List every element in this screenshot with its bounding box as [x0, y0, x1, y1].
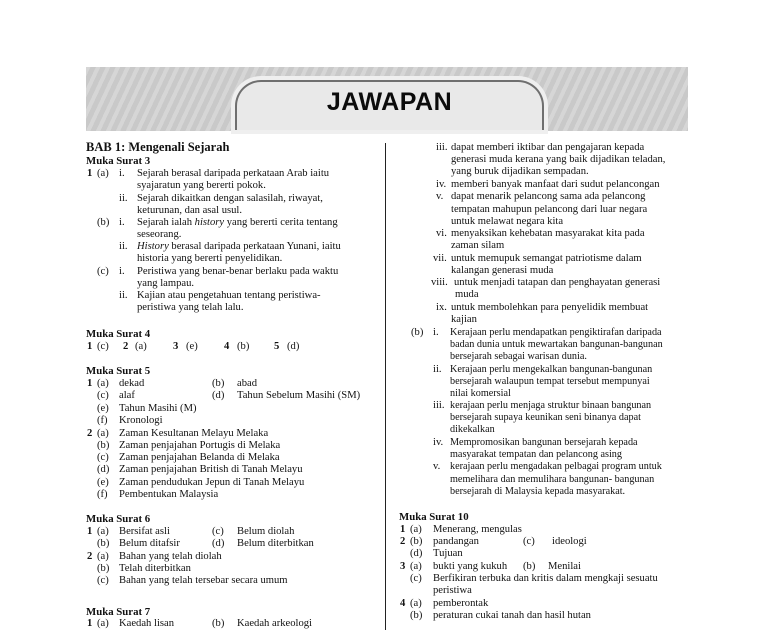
answer-text: bersejarah di Malaysia kepada masyarakat.	[450, 486, 626, 497]
answer-text: untuk memupuk semangat patriotisme dalam	[451, 253, 642, 264]
part-label: (c)	[97, 390, 109, 401]
question-number: 1	[87, 341, 93, 352]
item-numeral: ii.	[433, 364, 442, 375]
answer-text: keturunan, dan asal usul.	[137, 205, 243, 216]
part-label: (a)	[97, 428, 109, 439]
answer-text: Kajian atau pengetahuan tentang peristiwa-	[137, 290, 321, 301]
answer-text: Sejarah ialah history yang bererti cerita tentang	[137, 217, 338, 228]
item-numeral: i.	[119, 217, 125, 228]
question-number: 1	[87, 168, 93, 179]
answer-text: pemberontak	[433, 598, 489, 609]
answer-text: bersejarah sebagai warisan dunia.	[450, 351, 587, 362]
answer-text: dapat menarik pelancong sama ada pelancong	[451, 191, 646, 202]
answer-text: Telah diterbitkan	[119, 563, 191, 574]
answer-text: abad	[237, 378, 257, 389]
part-label: (b)	[97, 440, 110, 451]
part-label: (b)	[212, 618, 225, 629]
item-numeral: ii.	[119, 290, 128, 301]
answer-text: menyaksikan kehebatan masyarakat kita pada	[451, 228, 645, 239]
question-number: 2	[87, 428, 93, 439]
item-numeral: viii.	[431, 277, 448, 288]
item-numeral: iii.	[436, 142, 448, 153]
answer-text: Tahun Sebelum Masihi (SM)	[237, 390, 361, 401]
part-label: (e)	[97, 403, 109, 414]
answer-text: Menilai	[548, 561, 581, 572]
part-label: (a)	[97, 551, 109, 562]
answer-text: tempatan mahupun pelancong dari luar negara	[451, 204, 648, 215]
item-numeral: iii.	[433, 400, 445, 411]
item-numeral: ii.	[119, 241, 128, 252]
answer-text: bukti yang kukuh	[433, 561, 508, 572]
question-number: 1	[87, 618, 93, 629]
item-numeral: i.	[119, 168, 125, 179]
answer-text: muda	[455, 289, 479, 300]
answer-text: historia yang bererti penyelidikan.	[137, 253, 283, 264]
answer-text: kerajaan perlu menjaga struktur binaan bangunan	[450, 400, 652, 411]
answer-text: dekad	[119, 378, 145, 389]
item-numeral: v.	[433, 461, 441, 472]
answer-text: masyarakat tempatan dan pelancong asing	[450, 449, 622, 460]
answer-text: Zaman pendudukan Jepun di Tanah Melayu	[119, 477, 305, 488]
question-number: 1	[87, 526, 93, 537]
section-heading: Muka Surat 4	[86, 328, 151, 340]
part-label: (c)	[97, 452, 109, 463]
part-label: (f)	[97, 415, 108, 426]
answer-text: (c)	[97, 341, 109, 352]
section-heading: Muka Surat 10	[399, 511, 469, 523]
answer-text: yang buruk dijadikan sempadan.	[451, 166, 589, 177]
part-label: (b)	[212, 378, 225, 389]
question-number: 4	[224, 341, 230, 352]
item-numeral: vi.	[436, 228, 447, 239]
item-numeral: iv.	[433, 437, 444, 448]
answer-text: syajaratun yang bererti pokok.	[137, 180, 266, 191]
part-label: (c)	[97, 575, 109, 586]
answer-text: (a)	[135, 341, 147, 352]
question-number: 1	[400, 524, 406, 535]
chapter-title: BAB 1: Mengenali Sejarah	[86, 140, 230, 154]
answer-text: memelihara dan memulihara bangunan- bangunan	[450, 474, 655, 485]
part-label: (a)	[410, 561, 422, 572]
answer-text: alaf	[119, 390, 135, 401]
answer-text: dapat memberi iktibar dan pengajaran kepada	[451, 142, 645, 153]
question-number: 2	[87, 551, 93, 562]
answer-text: Kerajaan perlu mengekalkan bangunan-bangunan	[450, 364, 653, 375]
answer-text: Tahun Masihi (M)	[119, 403, 197, 414]
answer-text: dikekalkan	[450, 424, 495, 435]
answer-text: Berfikiran terbuka dan kritis dalam mengkaji sesuatu	[433, 573, 658, 584]
question-number: 3	[400, 561, 406, 572]
part-label: (b)	[97, 538, 110, 549]
answer-text: peristiwa yang telah lalu.	[137, 302, 244, 313]
answer-text: memberi banyak manfaat dari sudut pelancongan	[451, 179, 660, 190]
answer-text: (d)	[287, 341, 300, 352]
answer-text: Kronologi	[119, 415, 163, 426]
section-heading: Muka Surat 6	[86, 513, 151, 525]
part-label: (b)	[97, 563, 110, 574]
part-label: (e)	[97, 477, 109, 488]
answer-text: bersejarah walaupun tempat tersebut mempunyai	[450, 376, 650, 387]
answer-text: Bahan yang telah diolah	[119, 551, 222, 562]
answer-text: Kaedah arkeologi	[237, 618, 313, 629]
answer-text: pandangan	[433, 536, 479, 547]
answer-text: peraturan cukai tanah dan hasil hutan	[433, 610, 591, 621]
part-label: (a)	[97, 168, 109, 179]
answer-text: Belum diolah	[237, 526, 295, 537]
answer-text: Pembentukan Malaysia	[119, 489, 219, 500]
part-label: (b)	[410, 536, 423, 547]
part-label: (d)	[212, 538, 225, 549]
part-label: (c)	[97, 266, 109, 277]
answer-text: nilai komersial	[450, 388, 511, 399]
part-label: (b)	[411, 327, 424, 338]
item-numeral: ix.	[436, 302, 447, 313]
part-label: (c)	[523, 536, 535, 547]
answer-text: Peristiwa yang benar-benar berlaku pada waktu	[137, 266, 339, 277]
item-numeral: ii.	[119, 193, 128, 204]
answer-text: seseorang.	[137, 229, 182, 240]
answer-text: yang lampau.	[137, 278, 195, 289]
item-numeral: v.	[436, 191, 444, 202]
answer-text: untuk menjadi tatapan dan penghayatan generasi	[454, 277, 661, 288]
answer-text: Tujuan	[433, 548, 463, 559]
answer-text: untuk melawat negara kita	[451, 216, 564, 227]
answer-text: Zaman penjajahan Portugis di Melaka	[119, 440, 281, 451]
answer-text: Bahan yang telah tersebar secara umum	[119, 575, 288, 586]
part-label: (d)	[410, 548, 423, 559]
answer-text: Menerang, mengulas	[433, 524, 522, 535]
section-heading: Muka Surat 3	[86, 155, 151, 167]
page-title: JAWAPAN	[326, 88, 453, 116]
answer-text: Sejarah dikaitkan dengan salasilah, riwayat,	[137, 193, 323, 204]
question-number: 3	[173, 341, 179, 352]
answer-text: badan dunia untuk mewartakan bangunan-bangunan	[450, 339, 663, 350]
part-label: (f)	[97, 489, 108, 500]
answer-text: Belum diterbitkan	[237, 538, 314, 549]
answer-text: Kaedah lisan	[119, 618, 175, 629]
question-number: 1	[87, 378, 93, 389]
answer-text: Zaman Kesultanan Melayu Melaka	[119, 428, 269, 439]
answer-text: (b)	[237, 341, 250, 352]
answer-text: untuk membolehkan para penyelidik membuat	[451, 302, 649, 313]
part-label: (b)	[410, 610, 423, 621]
question-number: 2	[400, 536, 406, 547]
question-number: 2	[123, 341, 129, 352]
answer-text: ideologi	[552, 536, 587, 547]
part-label: (d)	[97, 464, 110, 475]
question-number: 5	[274, 341, 280, 352]
part-label: (c)	[410, 573, 422, 584]
answer-text: peristiwa	[433, 585, 472, 596]
part-label: (a)	[97, 378, 109, 389]
part-label: (b)	[97, 217, 110, 228]
item-numeral: i.	[433, 327, 439, 338]
answer-text: Zaman penjajahan Belanda di Melaka	[119, 452, 280, 463]
item-numeral: vii.	[433, 253, 447, 264]
answer-text: History berasal daripada perkataan Yunani, iaitu	[137, 241, 341, 252]
answer-text: Sejarah berasal daripada perkataan Arab iaitu	[137, 168, 330, 179]
section-heading: Muka Surat 7	[86, 606, 151, 618]
answer-text: kajian	[451, 314, 477, 325]
item-numeral: iv.	[436, 179, 447, 190]
answer-text: Mempromosikan bangunan bersejarah kepada	[450, 437, 638, 448]
answer-text: Kerajaan perlu mendapatkan pengiktirafan daripada	[450, 327, 662, 338]
item-numeral: i.	[119, 266, 125, 277]
answer-text: Belum ditafsir	[119, 538, 180, 549]
part-label: (a)	[97, 618, 109, 629]
part-label: (c)	[212, 526, 224, 537]
part-label: (a)	[410, 598, 422, 609]
part-label: (b)	[523, 561, 536, 572]
answer-text: Zaman penjajahan British di Tanah Melayu	[119, 464, 303, 475]
answer-text: Bersifat asli	[119, 526, 170, 537]
answer-text: generasi muda kerana yang baik dijadikan teladan,	[451, 154, 666, 165]
question-number: 4	[400, 598, 406, 609]
answer-text: bersejarah supaya keunikan seni binanya dapat	[450, 412, 641, 423]
answer-text: (e)	[186, 341, 198, 352]
part-label: (a)	[410, 524, 422, 535]
answer-text: kalangan generasi muda	[451, 265, 554, 276]
answer-text: zaman silam	[451, 240, 505, 251]
part-label: (a)	[97, 526, 109, 537]
part-label: (d)	[212, 390, 225, 401]
section-heading: Muka Surat 5	[86, 365, 151, 377]
answer-text: kerajaan perlu mengadakan pelbagai program untuk	[450, 461, 662, 472]
